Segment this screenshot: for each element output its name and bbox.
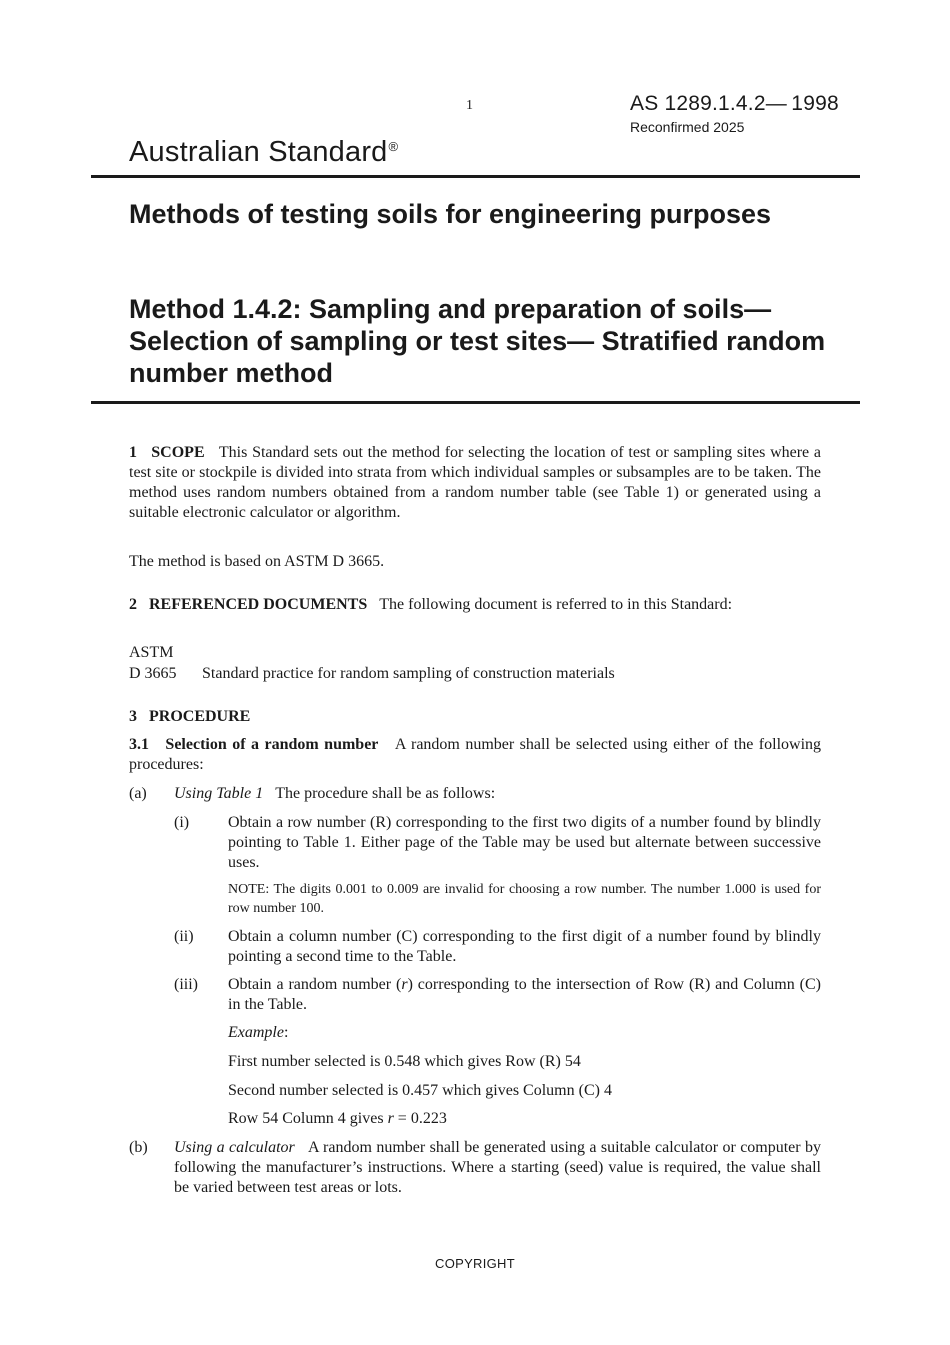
example-line-2: Second number selected is 0.457 which gives Column (C) 4 bbox=[228, 1082, 612, 1099]
page-number: 1 bbox=[466, 98, 473, 113]
reference-doc-code: D 3665 bbox=[129, 665, 177, 682]
procedure-number: 3 bbox=[129, 708, 137, 725]
selection-heading: Selection of a random number bbox=[165, 736, 379, 753]
copyright-footer: COPYRIGHT bbox=[435, 1256, 515, 1271]
item-b-title: Using a calculator bbox=[174, 1139, 295, 1156]
scope-number: 1 bbox=[129, 444, 137, 461]
standard-code: AS 1289.1.4.2— 1998 bbox=[630, 92, 839, 115]
reference-doc-title: Standard practice for random sampling of construction materials bbox=[202, 665, 615, 682]
item-b-label: (b) bbox=[129, 1139, 148, 1156]
item-a-heading bbox=[174, 784, 495, 804]
method-title: Method 1.4.2: Sampling and preparation of soils—Selection of sampling or test sites— Stratified random number method bbox=[129, 294, 826, 388]
references-paragraph bbox=[129, 595, 821, 615]
references-heading: REFERENCED DOCUMENTS bbox=[149, 596, 368, 613]
step-iii-variable: r bbox=[401, 976, 408, 993]
row-number-note: NOTE: The digits 0.001 to 0.009 are invalid for choosing a row number. The number 1.000 is used for row number 100. bbox=[228, 882, 821, 916]
step-iii-text: Obtain a random number (r) corresponding to the intersection of Row (R) and Column (C) in the Table. bbox=[228, 976, 821, 1013]
scope-paragraph bbox=[129, 443, 821, 523]
scope-heading: SCOPE bbox=[151, 444, 205, 461]
bottom-rule bbox=[91, 401, 860, 404]
item-b-text: A random number shall be generated using a suitable calculator or computer by following the manufacturer’s instructions. Where a starting (seed) value is required, the value shall be varied between test areas or lots. bbox=[174, 1139, 822, 1196]
top-rule bbox=[91, 175, 860, 178]
item-b-paragraph bbox=[174, 1138, 821, 1198]
selection-paragraph bbox=[129, 735, 821, 775]
example-line-1: First number selected is 0.548 which gives Row (R) 54 bbox=[228, 1053, 581, 1070]
selection-number: 3.1 bbox=[129, 736, 149, 753]
selection-text: A random number shall be selected using either of the following procedures: bbox=[129, 736, 822, 773]
item-a-label: (a) bbox=[129, 785, 147, 802]
item-a-text: The procedure shall be as follows: bbox=[275, 785, 496, 802]
reference-body: ASTM bbox=[129, 644, 174, 661]
item-a-title: Using Table 1 bbox=[174, 785, 264, 802]
step-i-text: Obtain a row number (R) corresponding to the first two digits of a number found by blindly pointing to Table 1. Either page of the Table may be used but alternate between successive uses. bbox=[228, 814, 821, 871]
step-iii-label: (iii) bbox=[174, 976, 198, 993]
references-number: 2 bbox=[129, 596, 137, 613]
example-line-3: Row 54 Column 4 gives r = 0.223 bbox=[228, 1110, 447, 1127]
procedure-title: PROCEDURE bbox=[149, 708, 251, 725]
series-title: Methods of testing soils for engineering purposes bbox=[129, 199, 772, 229]
brand-name: Australian Standard bbox=[129, 136, 388, 168]
example-variable: r bbox=[387, 1110, 394, 1127]
reconfirmed-date: Reconfirmed 2025 bbox=[630, 119, 745, 135]
step-ii-text: Obtain a column number (C) corresponding to the first digit of a number found by blindly pointing a second time to the Table. bbox=[228, 928, 821, 965]
example-label: Example: bbox=[228, 1024, 289, 1041]
brand-title bbox=[129, 136, 398, 169]
references-text: The following document is referred to in this Standard: bbox=[379, 596, 733, 613]
step-ii-label: (ii) bbox=[174, 928, 194, 945]
scope-basis: The method is based on ASTM D 3665. bbox=[129, 553, 385, 570]
registered-mark: ® bbox=[388, 139, 399, 154]
scope-text: This Standard sets out the method for selecting the location of test or sampling sites where a test site or stockpile is divided into strata from which individual samples or subsamples are to be taken. The method uses random numbers obtained from a random number table (see Table 1) or generated using a suitable electronic calculator or algorithm. bbox=[129, 444, 822, 521]
step-i-label: (i) bbox=[174, 814, 190, 831]
procedure-heading bbox=[129, 707, 250, 727]
